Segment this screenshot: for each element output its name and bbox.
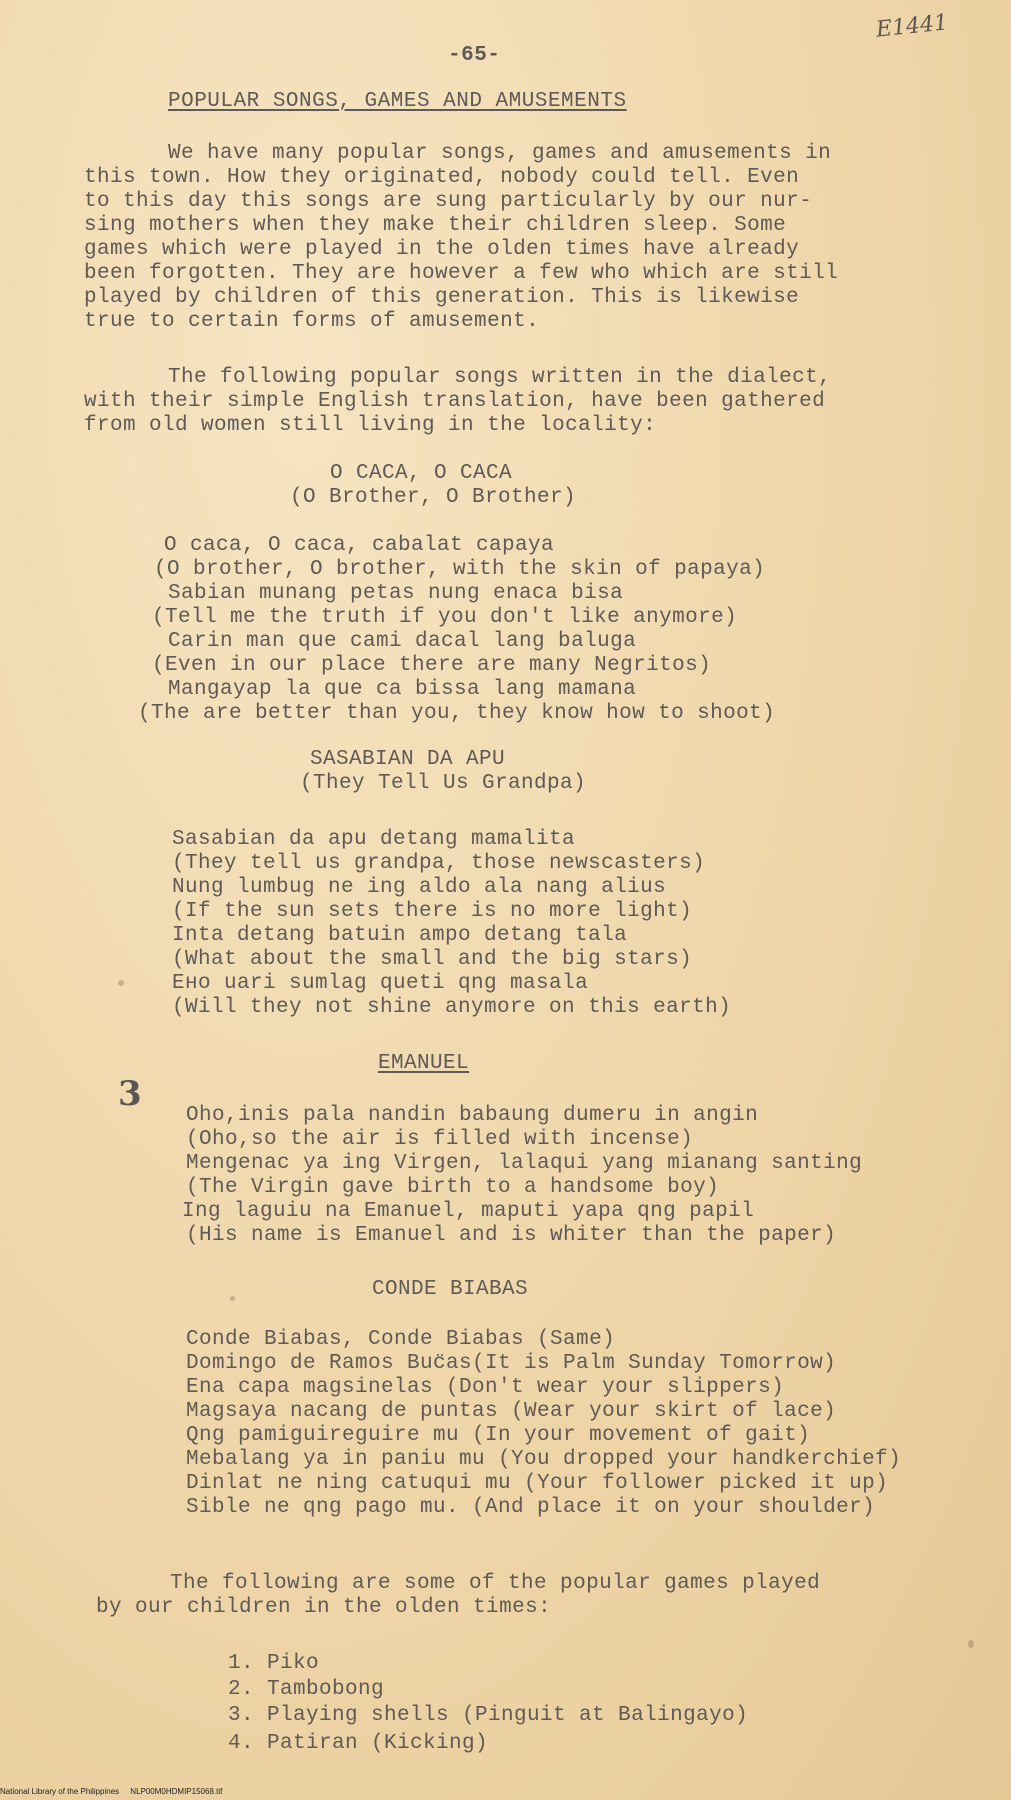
song-title: CONDE BIABAS <box>372 1278 529 1301</box>
paper-spot <box>230 1296 235 1301</box>
paper-spot <box>968 1640 974 1648</box>
song-line: (What about the small and the big stars) <box>172 948 693 971</box>
song-line: (The are better than you, they know how to shoot) <box>138 702 776 725</box>
song-line: Ena capa magsinelas (Don't wear your slippers) <box>186 1376 785 1399</box>
song-subtitle: (They Tell Us Grandpa) <box>300 772 587 795</box>
games-intro-line: The following are some of the popular games played <box>170 1572 821 1595</box>
songs-intro-line: from old women still living in the locality: <box>84 414 657 437</box>
song-subtitle: (O Brother, O Brother) <box>290 486 577 509</box>
handwritten-margin-number: 3 <box>118 1074 142 1114</box>
page-number: -65- <box>448 44 501 67</box>
list-item: 2. Tambobong <box>228 1678 385 1701</box>
song-line: Ing laguiu na Emanuel, maputi yapa qng papil <box>182 1200 755 1223</box>
song-line: (If the sun sets there is no more light) <box>172 900 693 923</box>
song-line: Ено uari sumlag queti qng masala <box>172 972 589 995</box>
song-title: O CACA, O CACA <box>330 462 513 485</box>
song-line: Sasabian da apu detang mamalita <box>172 828 576 851</box>
song-line: (O brother, O brother, with the skin of papaya) <box>154 558 766 581</box>
song-line: Sabian munang petas nung enaca bisa <box>168 582 624 605</box>
song-line: Conde Biabas, Conde Biabas (Same) <box>186 1328 616 1351</box>
song-line: Sible ne qng pago mu. (And place it on your shoulder) <box>186 1496 876 1519</box>
list-item: 3. Playing shells (Pinguit at Balingayo) <box>228 1704 749 1727</box>
intro-line: this town. How they originated, nobody could tell. Even <box>84 166 800 189</box>
songs-intro-line: with their simple English translation, have been gathered <box>84 390 826 413</box>
list-item: 4. Patiran (Kicking) <box>228 1732 489 1755</box>
intro-line: games which were played in the olden times have already <box>84 238 800 261</box>
song-line: (The Virgin gave birth to a handsome boy) <box>186 1176 720 1199</box>
song-line: (Even in our place there are many Negritos) <box>152 654 712 677</box>
song-line: Magsaya nacang de puntas (Wear your skirt of lace) <box>186 1400 837 1423</box>
song-line: Mebalang ya in paniu mu (You dropped your handkerchief) <box>186 1448 902 1471</box>
song-line: Oho,inis pala nandin babaung dumeru in angin <box>186 1104 759 1127</box>
song-line: (Oho,so the air is filled with incense) <box>186 1128 694 1151</box>
games-intro-line: by our children in the olden times: <box>96 1596 552 1619</box>
song-line: (Tell me the truth if you don't like anymore) <box>152 606 738 629</box>
song-line: Dinlat ne ning catuqui mu (Your follower picked it up) <box>186 1472 889 1495</box>
page-heading: POPULAR SONGS, GAMES AND AMUSEMENTS <box>168 90 627 113</box>
song-line: (Will they not shine anymore on this earth) <box>172 996 732 1019</box>
song-line: Mangayap la que ca bissa lang mamana <box>168 678 637 701</box>
song-line: Inta detang batuin ampo detang tala <box>172 924 628 947</box>
song-line: Nung lumbug ne ing aldo ala nang alius <box>172 876 667 899</box>
song-line: Carin man que cami dacal lang baluga <box>168 630 637 653</box>
intro-line: sing mothers when they make their children sleep. Some <box>84 214 787 237</box>
intro-line: played by children of this generation. This is likewise <box>84 286 800 309</box>
intro-line: true to certain forms of amusement. <box>84 310 540 333</box>
catalog-mark: E1441 <box>874 10 950 43</box>
scan-footer: National Library of the Philippines NLP00M0HDMIP15068.tif <box>0 1787 223 1796</box>
song-line: Qng pamiguireguire mu (In your movement of gait) <box>186 1424 811 1447</box>
intro-line: We have many popular songs, games and amusements in <box>168 142 832 165</box>
intro-line: been forgotten. They are however a few who which are still <box>84 262 839 285</box>
song-line: (His name is Emanuel and is whiter than the paper) <box>186 1224 837 1247</box>
song-title: SASABIAN DA APU <box>310 748 506 771</box>
song-line: O caca, O caca, cabalat capaya <box>164 534 555 557</box>
song-title: EMANUEL <box>378 1052 470 1075</box>
paper-spot <box>118 980 124 986</box>
song-line: (They tell us grandpa, those newscasters) <box>172 852 706 875</box>
song-line: Domingo de Ramos Buc̈as(It is Palm Sunday Tomorrow) <box>186 1352 837 1375</box>
song-line: Mengenac ya ing Virgen, lalaqui yang mianang santing <box>186 1152 863 1175</box>
intro-line: to this day this songs are sung particularly by our nur- <box>84 190 813 213</box>
songs-intro-line: The following popular songs written in the dialect, <box>168 366 832 389</box>
list-item: 1. Piko <box>228 1652 320 1675</box>
